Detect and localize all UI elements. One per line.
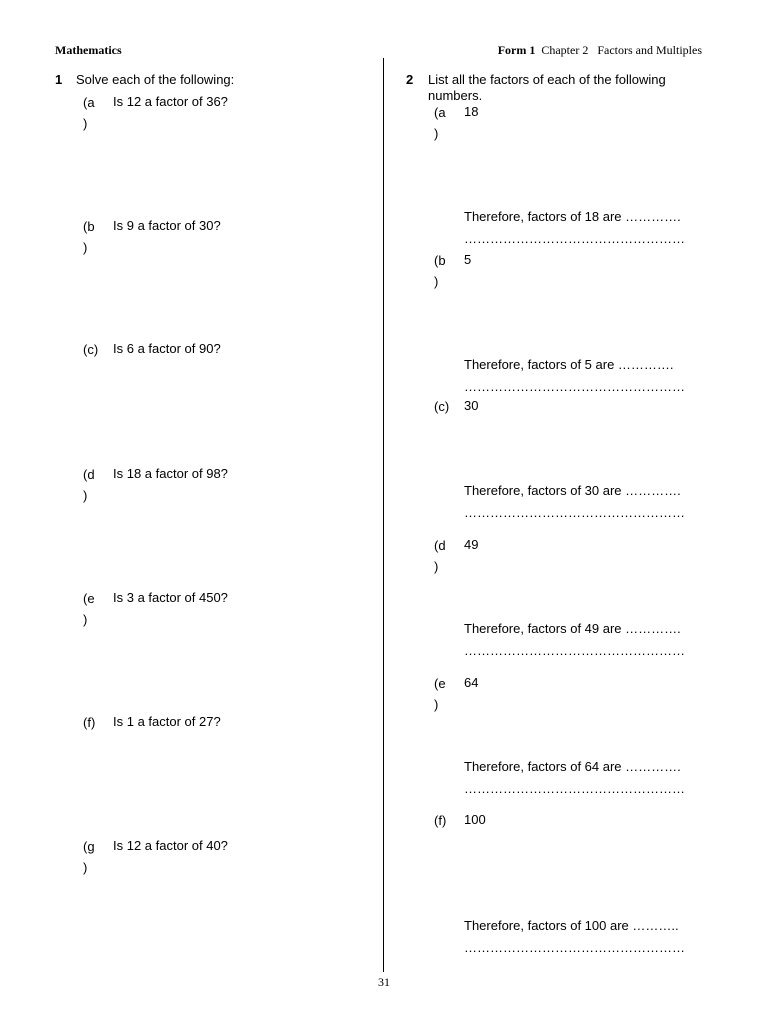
q2-part-number: 100 bbox=[464, 812, 486, 827]
q2-answer-line: Therefore, factors of 100 are ……….. bbox=[464, 918, 679, 933]
page-number: 31 bbox=[378, 975, 390, 989]
q2-answer-dots: …………………………………………… bbox=[464, 379, 685, 394]
q2-part-label: (f) bbox=[434, 813, 447, 828]
q2-answer-dots: …………………………………………… bbox=[464, 505, 685, 520]
header-form: Form 1 bbox=[497, 43, 536, 57]
q2-part-number: 30 bbox=[464, 398, 479, 413]
q1-part-question: Is 1 a factor of 27? bbox=[113, 714, 221, 729]
q1-prompt: Solve each of the following: bbox=[76, 72, 235, 87]
q2-answer-dots: …………………………………………… bbox=[464, 781, 685, 796]
q2-prompt: List all the factors of each of the following numbers. bbox=[428, 72, 666, 103]
q1-part-label: (a ) bbox=[83, 95, 95, 131]
q2-answer-line: Therefore, factors of 49 are …………. bbox=[464, 621, 681, 636]
q2-part-number: 5 bbox=[464, 252, 472, 267]
q2-answer-line: Therefore, factors of 30 are …………. bbox=[464, 483, 681, 498]
header-subject: Mathematics bbox=[55, 43, 122, 57]
q2-part-label: (d ) bbox=[434, 538, 446, 574]
q2-part-label: (a ) bbox=[434, 105, 446, 141]
q2-answer-dots: …………………………………………… bbox=[464, 940, 685, 955]
q1-part-question: Is 9 a factor of 30? bbox=[113, 218, 221, 233]
q1-part-label: (b ) bbox=[83, 219, 95, 255]
q1-part-label: (f) bbox=[83, 715, 96, 730]
q1-part-label: (c) bbox=[83, 342, 99, 357]
q2-part-number: 18 bbox=[464, 104, 479, 119]
q2-answer-dots: …………………………………………… bbox=[464, 231, 685, 246]
q2-answer-line: Therefore, factors of 5 are …………. bbox=[464, 357, 674, 372]
q2-answer-dots: …………………………………………… bbox=[464, 643, 685, 658]
q1-part-question: Is 12 a factor of 40? bbox=[113, 838, 228, 853]
q2-part-number: 49 bbox=[464, 537, 479, 552]
column-divider bbox=[383, 58, 384, 972]
q1-part-label: (e ) bbox=[83, 591, 95, 627]
q2-part-number: 64 bbox=[464, 675, 479, 690]
q2-part-label: (c) bbox=[434, 399, 450, 414]
q1-number: 1 bbox=[55, 72, 63, 87]
header-topic: Factors and Multiples bbox=[597, 43, 702, 57]
q2-answer-line: Therefore, factors of 18 are …………. bbox=[464, 209, 681, 224]
q2-part-label: (b ) bbox=[434, 253, 446, 289]
q2-number: 2 bbox=[406, 72, 414, 87]
header-chapter-info bbox=[498, 43, 702, 58]
q1-part-question: Is 18 a factor of 98? bbox=[113, 466, 228, 481]
q1-part-question: Is 12 a factor of 36? bbox=[113, 94, 228, 109]
q1-part-question: Is 3 a factor of 450? bbox=[113, 590, 228, 605]
q1-part-question: Is 6 a factor of 90? bbox=[113, 341, 221, 356]
header-chapter: Chapter 2 bbox=[541, 43, 589, 57]
q1-part-label: (g ) bbox=[83, 839, 95, 875]
q2-answer-line: Therefore, factors of 64 are …………. bbox=[464, 759, 681, 774]
q2-part-label: (e ) bbox=[434, 676, 446, 712]
q1-part-label: (d ) bbox=[83, 467, 95, 503]
